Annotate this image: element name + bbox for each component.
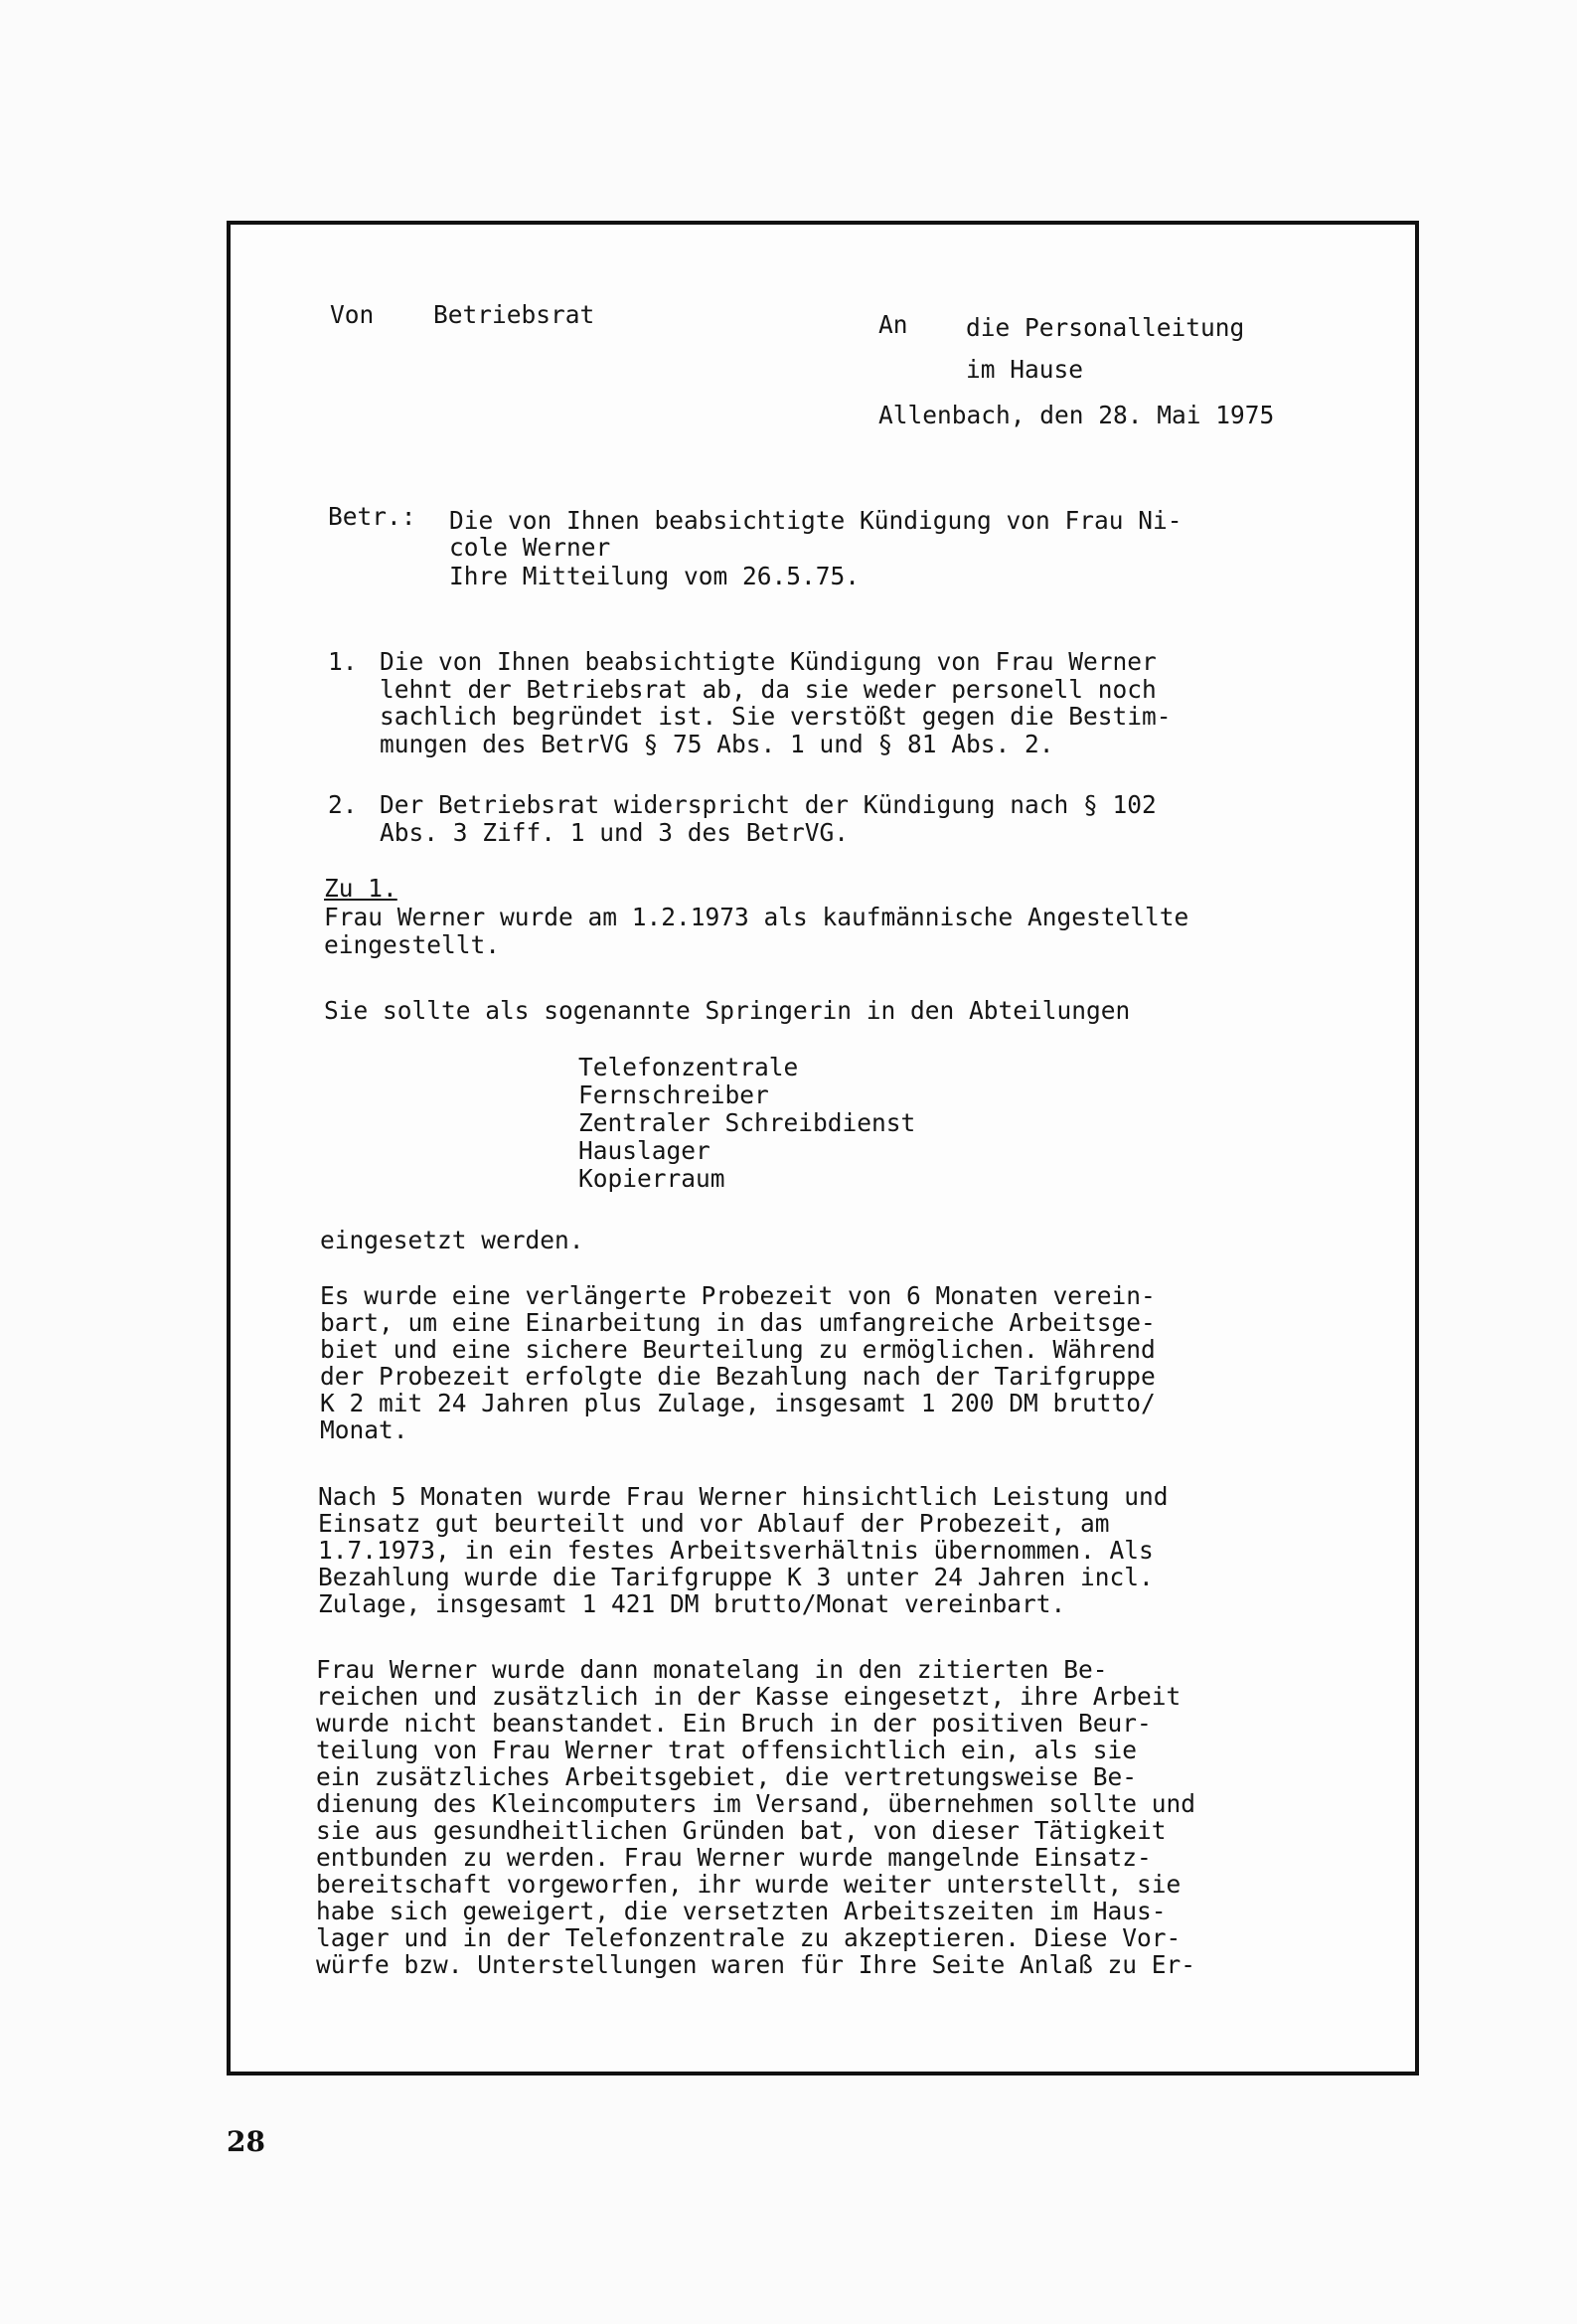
recipient-line-2: im Hause <box>966 355 1084 384</box>
paragraph-line: K 2 mit 24 Jahren plus Zulage, insgesamt 1 200 DM brutto/ <box>320 1389 1156 1417</box>
place-date: Allenbach, den 28. Mai 1975 <box>878 401 1275 429</box>
paragraph-line: Es wurde eine verlängerte Probezeit von 6 Monaten verein- <box>320 1281 1156 1310</box>
paragraph-line: Frau Werner wurde am 1.2.1973 als kaufmännische Angestellte <box>324 903 1189 931</box>
paragraph-line: Sie sollte als sogenannte Springerin in den Abteilungen <box>324 996 1131 1025</box>
from-value: Betriebsrat <box>433 300 595 329</box>
paragraph-line: lager und in der Telefonzentrale zu akzeptieren. Diese Vor- <box>316 1923 1182 1952</box>
point-2-line: Der Betriebsrat widerspricht der Kündigung nach § 102 <box>380 790 1157 819</box>
paragraph-line: biet und eine sichere Beurteilung zu ermöglichen. Während <box>320 1335 1156 1364</box>
paragraph-line: Frau Werner wurde dann monatelang in den zitierten Be- <box>316 1655 1108 1684</box>
paragraph-line: würfe bzw. Unterstellungen waren für Ihre Seite Anlaß zu Er- <box>316 1950 1196 1979</box>
paragraph-line: habe sich geweigert, die versetzten Arbeitszeiten im Haus- <box>316 1897 1167 1925</box>
point-number: 1. <box>328 647 358 676</box>
paragraph-line: eingestellt. <box>324 930 501 959</box>
paragraph-line: Einsatz gut beurteilt und vor Ablauf der Probezeit, am <box>318 1509 1110 1538</box>
paragraph-line: der Probezeit erfolgte die Bezahlung nach der Tarifgruppe <box>320 1362 1156 1391</box>
paragraph-line: Nach 5 Monaten wurde Frau Werner hinsichtlich Leistung und <box>318 1482 1169 1511</box>
paragraph-line: 1.7.1973, in ein festes Arbeitsverhältnis übernommen. Als <box>318 1536 1154 1565</box>
paragraph-line: entbunden zu werden. Frau Werner wurde mangelnde Einsatz- <box>316 1843 1152 1872</box>
department-item: Kopierraum <box>578 1164 725 1193</box>
subject-line-1: Die von Ihnen beabsichtigte Kündigung von Frau Ni- <box>449 506 1183 535</box>
paragraph-line: reichen und zusätzlich in der Kasse eingesetzt, ihre Arbeit <box>316 1682 1182 1711</box>
paragraph-line: wurde nicht beanstandet. Ein Bruch in der positiven Beur- <box>316 1709 1152 1738</box>
paragraph-line: Monat. <box>320 1415 408 1444</box>
paragraph-line: ein zusätzliches Arbeitsgebiet, die vertretungsweise Be- <box>316 1762 1138 1791</box>
department-item: Fernschreiber <box>578 1080 769 1109</box>
point-1-line: mungen des BetrVG § 75 Abs. 1 und § 81 Abs. 2. <box>380 730 1054 758</box>
paragraph-line: teilung von Frau Werner trat offensichtlich ein, als sie <box>316 1736 1138 1764</box>
point-1-line: Die von Ihnen beabsichtigte Kündigung von Frau Werner <box>380 647 1157 676</box>
from-label: Von <box>330 300 375 329</box>
recipient-line-1: die Personalleitung <box>966 313 1245 342</box>
paragraph-line: bart, um eine Einarbeitung in das umfangreiche Arbeitsge- <box>320 1308 1156 1337</box>
subject-line-2: cole Werner <box>449 533 611 562</box>
paragraph-line: eingesetzt werden. <box>320 1226 584 1254</box>
point-number: 2. <box>328 790 358 819</box>
to-label: An <box>878 310 908 339</box>
point-1-line: lehnt der Betriebsrat ab, da sie weder personell noch <box>380 675 1157 704</box>
point-1-line: sachlich begründet ist. Sie verstößt gegen die Bestim- <box>380 702 1172 731</box>
paragraph-line: Zulage, insgesamt 1 421 DM brutto/Monat vereinbart. <box>318 1589 1066 1618</box>
department-item: Zentraler Schreibdienst <box>578 1108 916 1137</box>
paragraph-line: bereitschaft vorgeworfen, ihr wurde weiter unterstellt, sie <box>316 1870 1182 1899</box>
paragraph-line: sie aus gesundheitlichen Gründen bat, von dieser Tätigkeit <box>316 1816 1167 1845</box>
page-number: 28 <box>227 2125 265 2158</box>
subject-line-3: Ihre Mitteilung vom 26.5.75. <box>449 562 861 590</box>
department-item: Hauslager <box>578 1136 710 1165</box>
subject-label: Betr.: <box>328 502 416 531</box>
paragraph-line: Bezahlung wurde die Tarifgruppe K 3 unter 24 Jahren incl. <box>318 1563 1154 1591</box>
paragraph-line: dienung des Kleincomputers im Versand, übernehmen sollte und <box>316 1789 1196 1818</box>
department-item: Telefonzentrale <box>578 1053 799 1081</box>
point-2-line: Abs. 3 Ziff. 1 und 3 des BetrVG. <box>380 818 850 847</box>
section-heading: Zu 1. <box>324 874 397 903</box>
